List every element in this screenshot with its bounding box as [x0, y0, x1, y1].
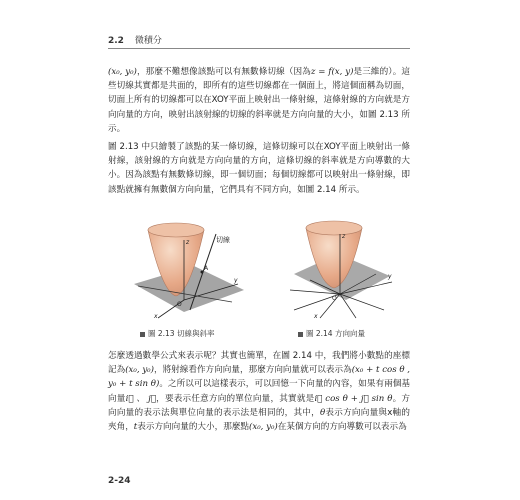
paragraph-2 — [108, 140, 410, 197]
caption-text: 圖 2.14 方向向量 — [306, 329, 365, 338]
text: 。方向向量的表示法與單位向量的表示法是相同的，其中， — [108, 393, 410, 418]
math: t — [133, 422, 138, 433]
math: (x₀ + t cos θ , y₀ + t sin θ) — [108, 365, 410, 390]
paraboloid-rim — [306, 221, 362, 235]
math-point: (x₀, y₀) — [108, 67, 137, 77]
z-label: z — [186, 239, 190, 246]
direction-ray — [340, 294, 384, 310]
x-label: x — [314, 313, 318, 320]
y-label: y — [388, 273, 392, 280]
math: i⃗ cos θ + j⃗ sin θ — [314, 393, 393, 404]
math: (x₀, y₀) — [249, 422, 278, 433]
text: 怎麼透過數學公式來表示呢？其實也簡單，在圖 2.14 中，我們將小數點的座標記為 — [108, 351, 410, 376]
math: i⃗ 、 j⃗ — [125, 393, 156, 404]
text: 表示方向向量的大小，那麼點 — [137, 422, 249, 433]
text: ，將射線看作方向向量，那麼方向向量就可以表示為 — [153, 365, 352, 376]
text: 是三維的）。這些切線其實都是共面的，即所有的這些切線都在一個面上，將這個面稱為切面，切面上所有的切線都可以在XOY平面上映射出一條射線，這條射線的方向就是方向向量的方向，映射出該射線的切線的斜率就是方向向量的大小，如圖 2.13 所示。 — [108, 67, 410, 134]
math: θ — [319, 407, 326, 418]
z-label: z — [342, 233, 346, 240]
math-function: z = f(x, y) — [310, 67, 354, 77]
page-number: 2-24 — [108, 476, 131, 486]
text: 表示方向向量與x軸的夾角， — [108, 407, 410, 433]
header-rule — [108, 48, 410, 49]
figure-tangent-slope — [128, 214, 248, 322]
text: 。之所以可以這樣表示，可以回憶一下向量的內容，如果有兩個基向量 — [108, 379, 410, 404]
y-label: y — [234, 277, 238, 284]
caption-square-icon — [298, 332, 303, 337]
tangent-label: 切線 — [216, 236, 230, 244]
text: ，那麼不難想像該點可以有無數條切線（因為 — [136, 67, 311, 77]
text: 在某個方向的方向導數可以表示為 — [277, 422, 407, 433]
point-a-label: A — [204, 265, 209, 272]
math: (x₀, y₀) — [125, 365, 154, 376]
text: ，要表示任意方向的單位向量，其實就是 — [155, 393, 315, 404]
running-header — [108, 33, 162, 46]
section-number: 2.2 — [108, 36, 124, 46]
paragraph-1 — [108, 65, 410, 136]
text: 圖 2.13 中只繪製了該點的某一條切線，這條切線可以在XOY平面上映射出一條射線，該射線的方向就是方向向量的方向，這條切線的斜率就是方向導數的大小。因為該點有無數條切線，即一個切面；每個切線都可以映射出一條射線，即該點就擁有無數個方向向量，它們具有不同方向，如圖 2.14 所示。 — [108, 142, 410, 195]
caption-text: 圖 2.13 切線與斜率 — [148, 329, 215, 338]
origin-label: O — [177, 301, 182, 308]
paragraph-3 — [108, 349, 410, 434]
figure-2-14-caption — [298, 328, 365, 339]
x-label: x — [154, 313, 158, 320]
paraboloid-rim — [148, 223, 204, 237]
caption-square-icon — [140, 332, 145, 337]
figure-direction-vectors — [280, 214, 400, 322]
section-title: 微積分 — [134, 36, 162, 46]
figure-2-13-caption — [140, 328, 214, 339]
origin-label: O — [332, 295, 337, 302]
